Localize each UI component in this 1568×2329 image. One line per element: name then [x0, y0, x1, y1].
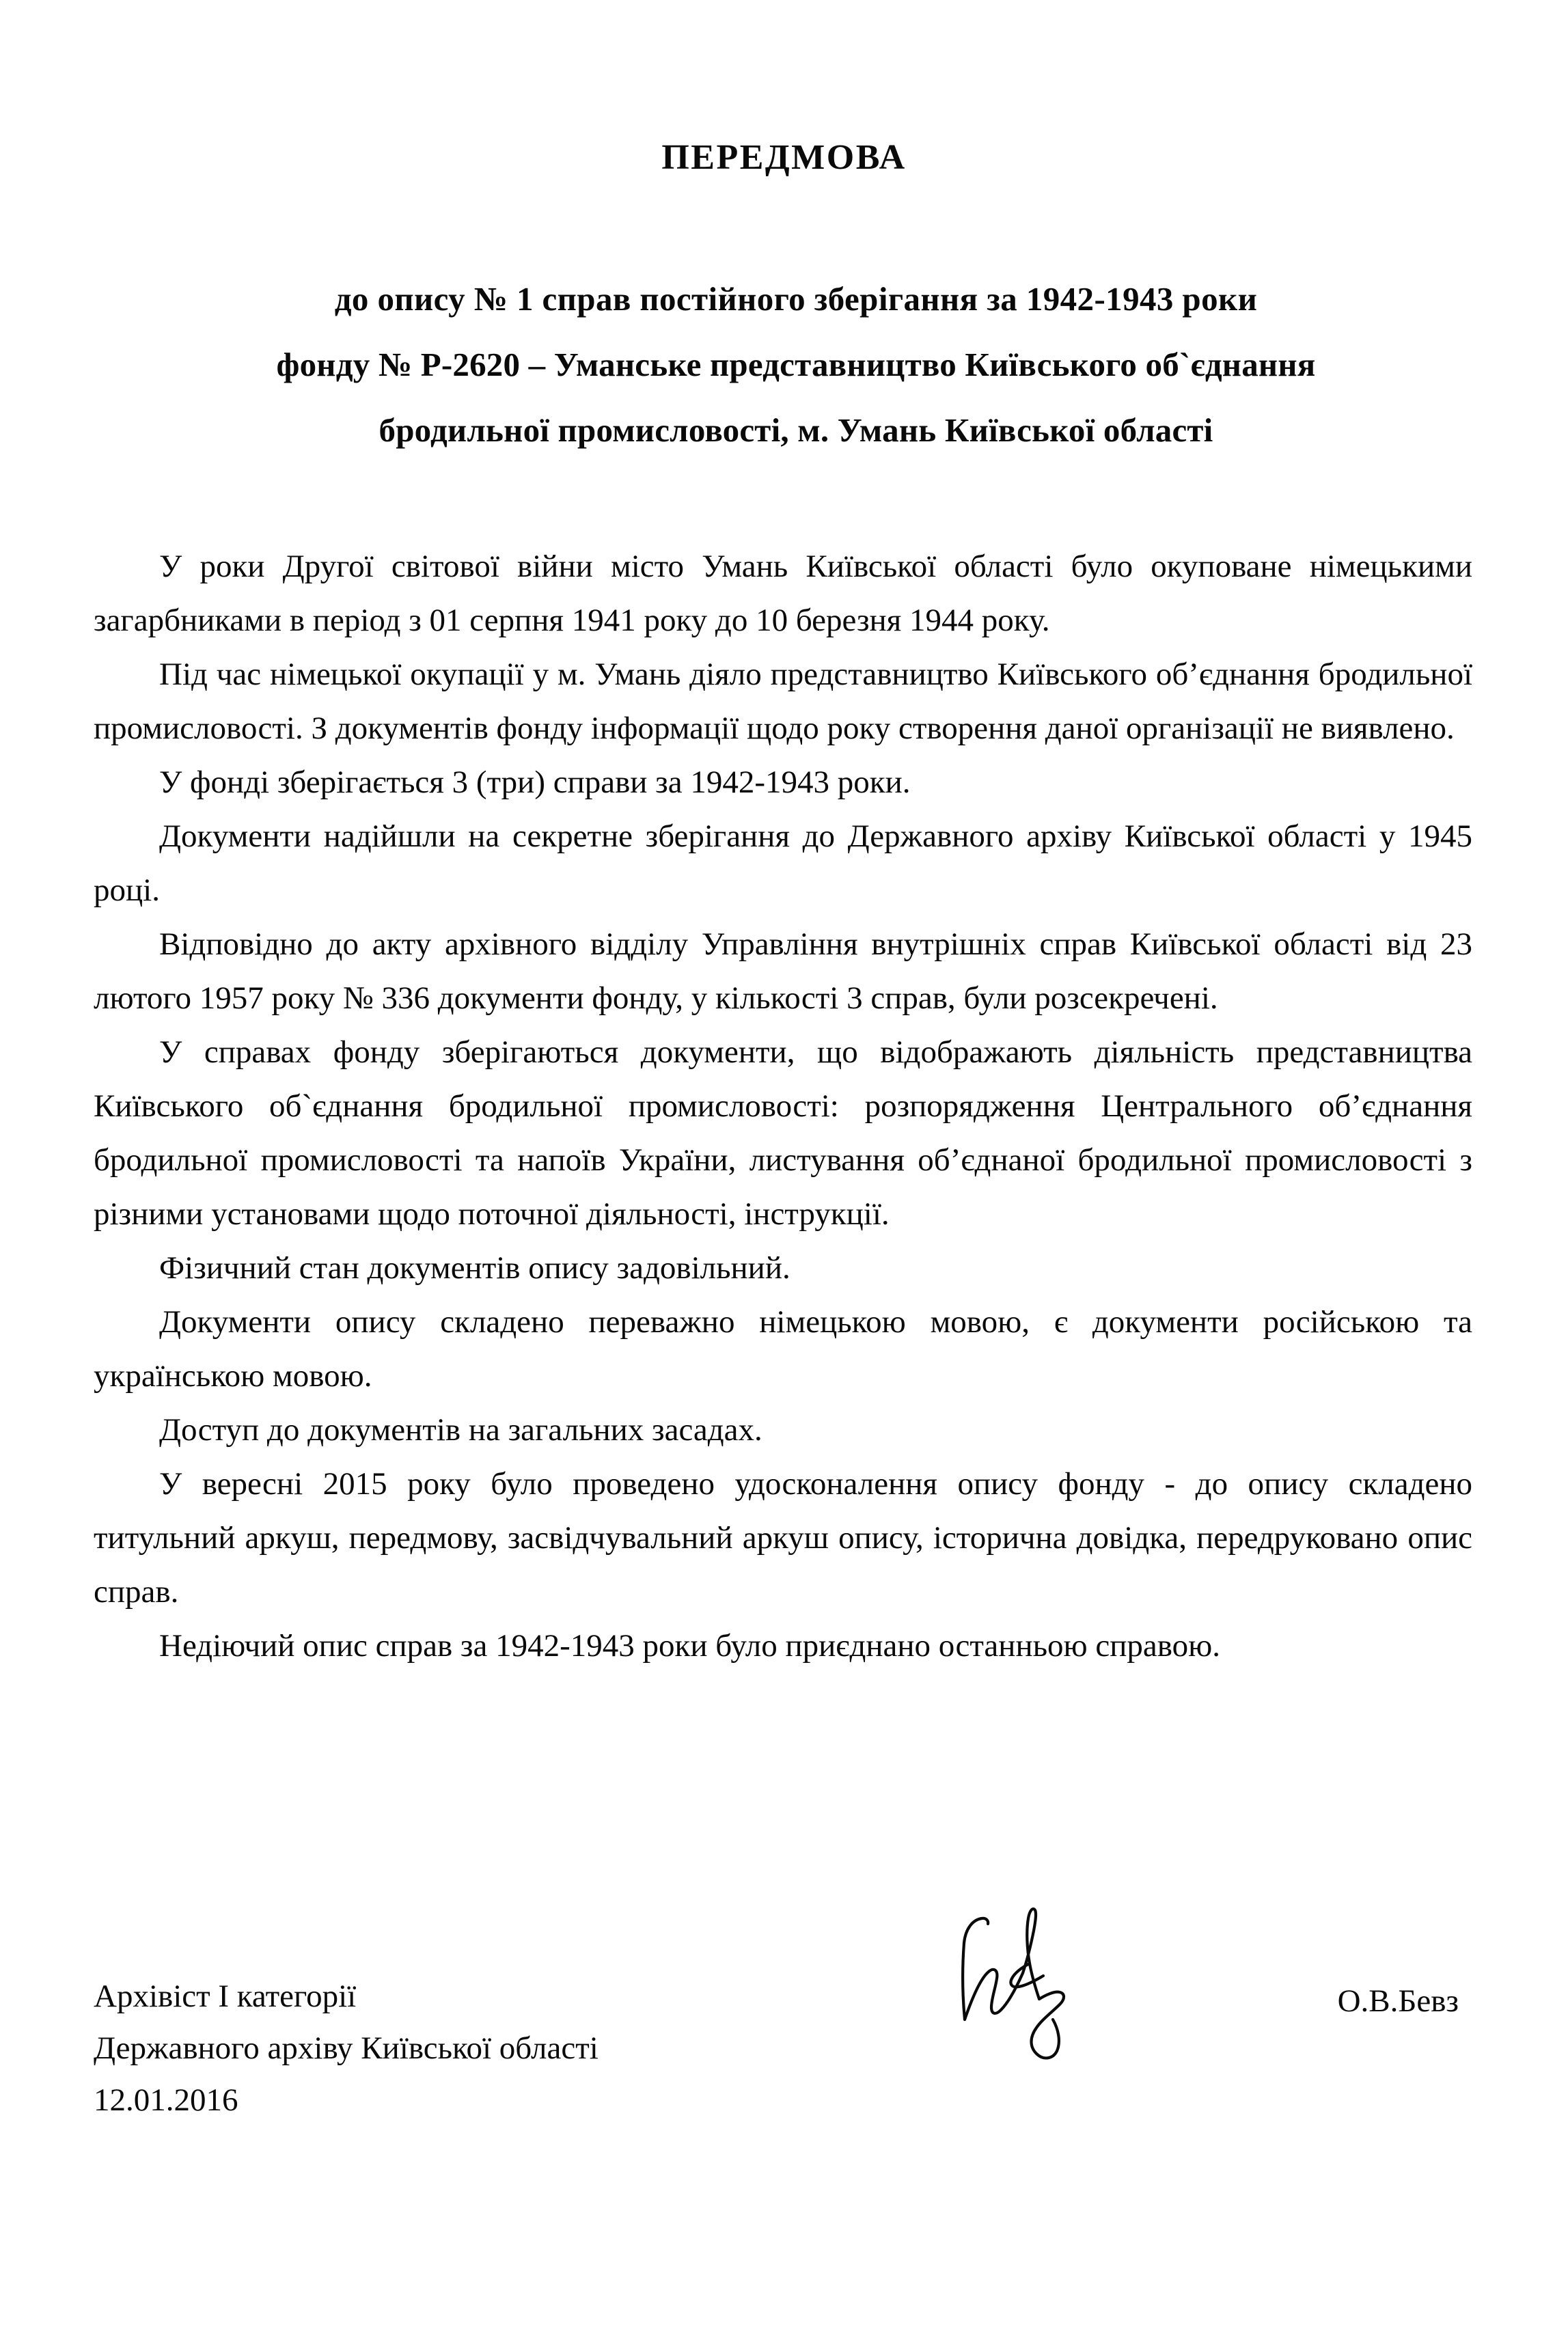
body-paragraph: У роки Другої світової війни місто Умань Київської області було окуповане німецькими загарбниками в період з 01 серпня 1941 року до 10 березня 1944 року.	[94, 549, 1472, 638]
signatory-role-line-1: Архівіст І категорії	[94, 1979, 357, 2014]
body-paragraph: У вересні 2015 року було проведено удосконалення опису фонду - до опису складено титульний аркуш, передмову, засвідчувальний аркуш опису, історична довідка, передруковано опис справ.	[94, 1466, 1472, 1610]
handwritten-signature-icon	[956, 1895, 1133, 2100]
body-paragraph: Документи надійшли на секретне зберігання до Державного архіву Київської області у 1945 році.	[94, 818, 1472, 908]
body-paragraph: Документи опису складено переважно німецькою мовою, є документи російською та українською мовою.	[94, 1304, 1472, 1394]
subtitle-line-2: фонду № Р-2620 – Уманське представництво Київського об`єднання	[276, 346, 1316, 383]
body-paragraph: У фонді зберігається 3 (три) справи за 1942-1943 роки.	[159, 764, 911, 800]
body-paragraph: Недіючий опис справ за 1942-1943 роки було приєднано останньою справою.	[159, 1628, 1220, 1664]
body-paragraph: Під час німецької окупації у м. Умань діяло представництво Київського об’єднання бродильної промисловості. З документів фонду інформації щодо року створення даної організації не виявлено.	[94, 657, 1472, 746]
body-paragraph: Доступ до документів на загальних засадах.	[159, 1412, 762, 1448]
document-body	[94, 540, 1472, 1673]
subtitle-line-1: до опису № 1 справ постійного зберігання за 1942-1943 роки	[334, 280, 1258, 318]
page-title: ПЕРЕДМОВА	[661, 138, 907, 177]
subtitle-line-3: бродильної промисловості, м. Умань Київської області	[379, 411, 1213, 449]
document-subtitle	[116, 266, 1476, 463]
body-paragraph: Фізичний стан документів опису задовільний.	[159, 1250, 790, 1286]
signatory-role	[94, 1970, 599, 2126]
signature-date: 12.01.2016	[94, 2082, 238, 2118]
signatory-role-line-2: Державного архіву Київської області	[94, 2030, 599, 2066]
body-paragraph: Відповідно до акту архівного відділу Управління внутрішніх справ Київської області від 23 лютого 1957 року № 336 документи фонду, у кількості 3 справ, були розсекречені.	[94, 926, 1472, 1016]
body-paragraph: У справах фонду зберігаються документи, що відображають діяльність представництва Київського об`єднання бродильної промисловості: розпорядження Центрального об’єднання бродильної промисловості та напоїв України, листування об’єднаної бродильної промисловості з різними установами щодо поточної діяльності, інструкції.	[94, 1034, 1472, 1232]
signatory-name: О.В.Бевз	[1337, 1983, 1459, 2019]
signature-block	[94, 1970, 1472, 2175]
